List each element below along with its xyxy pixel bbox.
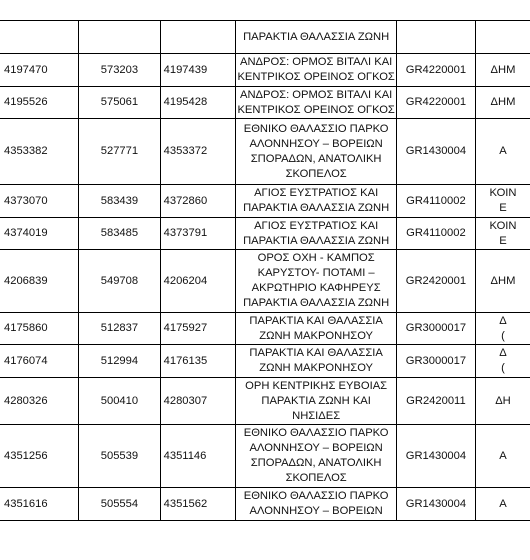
table-cell: 4351562: [160, 488, 236, 521]
table-cell: [79, 21, 160, 54]
table-cell: 575061: [79, 87, 160, 119]
table-cell: [160, 21, 236, 54]
site-name-line: ΣΠΟΡΑΔΩΝ, ΑΝΑΤΟΛΙΚΗ: [250, 457, 382, 469]
site-name-line: ΑΓΙΟΣ ΕΥΣΤΡΑΤΙΟΣ ΚΑΙ: [254, 219, 379, 232]
authority-line: ΚΟΙΝ: [489, 187, 517, 199]
table-cell: 4206839: [0, 250, 79, 313]
authority-cell: [475, 87, 530, 119]
site-code-cell: GR4220001: [396, 87, 475, 119]
table-cell: 4176135: [160, 345, 236, 378]
site-name-line: ΑΛΟΝΝΗΣΟΥ – ΒΟΡΕΙΩΝ: [249, 137, 383, 150]
site-code-cell: GR3000017: [396, 313, 475, 345]
site-name-line: ΕΘΝΙΚΟ ΘΑΛΑΣΣΙΟ ΠΑΡΚΟ: [243, 122, 389, 135]
site-code-cell: GR1430004: [396, 425, 475, 488]
table-cell: 573203: [79, 54, 160, 87]
table-cell: 4353372: [160, 119, 236, 185]
authority-line: Α: [499, 497, 507, 510]
table-cell: 4353382: [0, 119, 79, 185]
table-cell: 4280326: [0, 378, 79, 425]
site-name-line: ΕΘΝΙΚΟ ΘΑΛΑΣΣΙΟ ΠΑΡΚΟ: [243, 427, 389, 439]
site-name-line: ΖΩΝΗ ΜΑΚΡΟΝΗΣΟΥ: [259, 329, 373, 342]
authority-line: ΔΗ: [495, 394, 511, 407]
authority-line: ΚΟΙΝ: [489, 219, 517, 232]
table-cell: 512994: [79, 345, 160, 378]
table-cell: 583485: [79, 218, 160, 250]
authority-cell: [475, 488, 530, 521]
site-code-cell: GR2420011: [396, 378, 475, 425]
site-name-line: ΠΑΡΑΚΤΙΑ ΘΑΛΑΣΣΙΑ ΖΩΝΗ: [243, 297, 390, 309]
table-row: [0, 21, 530, 54]
table-row: [0, 488, 530, 521]
table-cell: 4374019: [0, 218, 79, 250]
authority-cell: [475, 313, 530, 345]
table-cell: 4195428: [160, 87, 236, 119]
authority-cell: [475, 185, 530, 218]
authority-cell: [475, 378, 530, 425]
authority-cell: [475, 345, 530, 378]
site-name-line: ΠΑΡΑΚΤΙΑ ΘΑΛΑΣΣΙΑ ΖΩΝΗ: [243, 234, 390, 247]
authority-cell: [475, 425, 530, 488]
site-name-cell: [236, 54, 397, 87]
site-name-line: ΖΩΝΗ ΜΑΚΡΟΝΗΣΟΥ: [259, 362, 373, 374]
authority-cell: [475, 218, 530, 250]
site-name-line: ΠΑΡΑΚΤΙΑ ΚΑΙ ΘΑΛΑΣΣΙΑ: [249, 314, 383, 327]
site-name-line: ΠΑΡΑΚΤΙΑ ΚΑΙ ΘΑΛΑΣΣΙΑ: [249, 347, 383, 359]
authority-line: Ε: [499, 202, 507, 214]
site-name-line: ΑΛΟΝΝΗΣΟΥ – ΒΟΡΕΙΩΝ: [249, 505, 383, 517]
authority-cell: [475, 119, 530, 185]
site-name-line: ΑΛΟΝΝΗΣΟΥ – ΒΟΡΕΙΩΝ: [249, 442, 383, 454]
table-cell: 4175927: [160, 313, 236, 345]
table-cell: 4176074: [0, 345, 79, 378]
site-name-cell: [236, 21, 397, 54]
site-name-cell: [236, 250, 397, 313]
site-name-line: ΑΓΙΟΣ ΕΥΣΤΡΑΤΙΟΣ ΚΑΙ: [254, 187, 379, 199]
authority-cell: [475, 250, 530, 313]
table-body: [0, 21, 530, 521]
authority-line: (: [501, 362, 505, 374]
site-name-cell: [236, 87, 397, 119]
site-code-cell: [396, 21, 475, 54]
table-cell: 4197470: [0, 54, 79, 87]
table-row: [0, 345, 530, 378]
table-cell: 512837: [79, 313, 160, 345]
authority-line: Α: [499, 449, 507, 462]
site-code-cell: GR1430004: [396, 488, 475, 521]
authority-line: ΔΗΜ: [490, 96, 516, 108]
authority-cell: [475, 21, 530, 54]
authority-line: (: [501, 329, 505, 342]
table-cell: 549708: [79, 250, 160, 313]
site-name-cell: [236, 425, 397, 488]
site-name-cell: [236, 345, 397, 378]
table-cell: 505539: [79, 425, 160, 488]
site-name-line: ΚΕΝΤΡΙΚΟΣ ΟΡΕΙΝΟΣ ΟΓΚΟΣ: [237, 71, 395, 83]
site-name-line: ΟΡΟΣ ΟΧΗ - ΚΑΜΠΟΣ: [257, 252, 375, 264]
table-row: [0, 54, 530, 87]
site-name-cell: [236, 378, 397, 425]
table-cell: [0, 21, 79, 54]
site-code-cell: GR2420001: [396, 250, 475, 313]
table-row: [0, 218, 530, 250]
table-cell: 527771: [79, 119, 160, 185]
site-name-line: ΠΑΡΑΚΤΙΑ ΘΑΛΑΣΣΙΑ ΖΩΝΗ: [243, 202, 390, 214]
table-cell: 4373791: [160, 218, 236, 250]
table-cell: 4373070: [0, 185, 79, 218]
table-cell: 4372860: [160, 185, 236, 218]
table-cell: 4351256: [0, 425, 79, 488]
authority-line: Δ: [499, 314, 507, 327]
site-name-line: ΣΚΟΠΕΛΟΣ: [285, 472, 347, 484]
sites-table: [0, 20, 530, 521]
table-cell: 4351616: [0, 488, 79, 521]
site-code-cell: GR3000017: [396, 345, 475, 378]
table-row: [0, 250, 530, 313]
site-name-line: ΚΕΝΤΡΙΚΟΣ ΟΡΕΙΝΟΣ ΟΓΚΟΣ: [237, 103, 395, 116]
site-name-line: ΑΝΔΡΟΣ: ΟΡΜΟΣ ΒΙΤΑΛΙ ΚΑΙ: [239, 88, 393, 101]
site-name-line: ΑΝΔΡΟΣ: ΟΡΜΟΣ ΒΙΤΑΛΙ ΚΑΙ: [239, 56, 393, 68]
table-cell: 583439: [79, 185, 160, 218]
table-cell: 4206204: [160, 250, 236, 313]
authority-cell: [475, 54, 530, 87]
table-row: [0, 313, 530, 345]
site-name-line: ΟΡΗ ΚΕΝΤΡΙΚΗΣ ΕΥΒΟΙΑΣ: [245, 379, 388, 392]
site-name-cell: [236, 119, 397, 185]
table-row: [0, 185, 530, 218]
site-name-line: ΝΗΣΙΔΕΣ: [292, 409, 341, 422]
authority-line: Ε: [499, 234, 507, 247]
site-name-line: ΣΠΟΡΑΔΩΝ, ΑΝΑΤΟΛΙΚΗ: [250, 152, 382, 165]
site-name-line: ΑΚΡΩΤΗΡΙΟ ΚΑΦΗΡΕΥΣ: [251, 282, 381, 294]
site-name-line: ΠΑΡΑΚΤΙΑ ΖΩΝΗ ΚΑΙ: [261, 394, 371, 407]
site-name-line: ΚΑΡΥΣΤΟΥ- ΠΟΤΑΜΙ –: [257, 267, 375, 279]
table-row: [0, 87, 530, 119]
table-cell: 4197439: [160, 54, 236, 87]
site-code-cell: GR4110002: [396, 218, 475, 250]
site-name-cell: [236, 488, 397, 521]
site-name-line: ΕΘΝΙΚΟ ΘΑΛΑΣΣΙΟ ΠΑΡΚΟ: [243, 490, 389, 502]
table-cell: 505554: [79, 488, 160, 521]
site-name-cell: [236, 313, 397, 345]
table-row: [0, 119, 530, 185]
authority-line: ΔΗΜ: [490, 63, 516, 76]
authority-line: Δ: [499, 347, 507, 359]
authority-line: Α: [499, 145, 507, 157]
table-row: [0, 425, 530, 488]
table-cell: 4175860: [0, 313, 79, 345]
table-cell: 4280307: [160, 378, 236, 425]
table-cell: 500410: [79, 378, 160, 425]
site-code-cell: GR4220001: [396, 54, 475, 87]
table-cell: 4351146: [160, 425, 236, 488]
table-row: [0, 378, 530, 425]
site-name-cell: [236, 218, 397, 250]
site-code-cell: GR4110002: [396, 185, 475, 218]
site-name-line: ΠΑΡΑΚΤΙΑ ΘΑΛΑΣΣΙΑ ΖΩΝΗ: [243, 30, 390, 43]
site-name-line: ΣΚΟΠΕΛΟΣ: [285, 167, 347, 180]
authority-line: ΔΗΜ: [490, 274, 516, 287]
site-code-cell: GR1430004: [396, 119, 475, 185]
table-cell: 4195526: [0, 87, 79, 119]
site-name-cell: [236, 185, 397, 218]
